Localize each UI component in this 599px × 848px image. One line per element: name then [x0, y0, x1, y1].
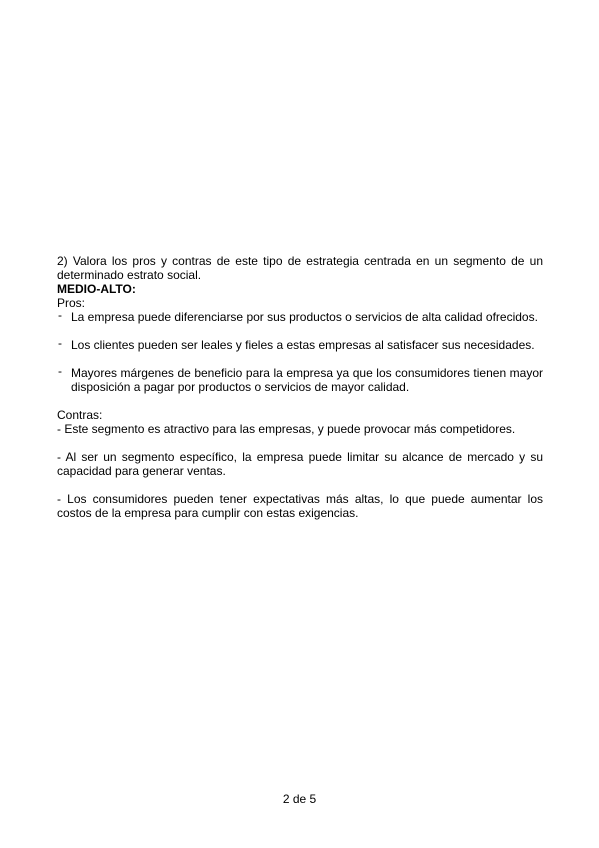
pros-item-text: La empresa puede diferenciarse por sus productos o servicios de alta calidad ofrecidos.	[71, 310, 538, 324]
bullet-dash-icon: -	[58, 364, 62, 378]
bullet-dash-icon: -	[58, 336, 62, 350]
paragraph-gap	[57, 478, 543, 492]
pros-label: Pros:	[57, 296, 86, 310]
question-text: 2) Valora los pros y contras de este tipo de estrategia centrada en un segmento de un determinado estrato social.	[57, 254, 543, 282]
pros-item	[57, 310, 543, 324]
pros-item	[57, 338, 543, 352]
contras-item: - Los consumidores pueden tener expectativas más altas, lo que puede aumentar los costos de la empresa para cumplir con estas exigencias.	[57, 492, 543, 520]
contras-item: - Este segmento es atractivo para las empresas, y puede provocar más competidores.	[57, 422, 516, 436]
document-body	[57, 254, 543, 520]
bullet-dash-icon: -	[58, 308, 62, 322]
pros-item	[57, 366, 543, 394]
contras-item: - Al ser un segmento específico, la empresa puede limitar su alcance de mercado y su capacidad para generar ventas.	[57, 450, 543, 478]
pros-item-text: Mayores márgenes de beneficio para la empresa ya que los consumidores tienen mayor disposición a pagar por productos o servicios de mayor calidad.	[71, 366, 543, 394]
pros-list	[57, 310, 543, 394]
section-heading: MEDIO-ALTO:	[57, 282, 136, 296]
contras-label: Contras:	[57, 408, 103, 422]
paragraph-gap	[57, 436, 543, 450]
pros-item-text: Los clientes pueden ser leales y fieles a estas empresas al satisfacer sus necesidades.	[71, 338, 535, 352]
page-number: 2 de 5	[282, 792, 317, 806]
